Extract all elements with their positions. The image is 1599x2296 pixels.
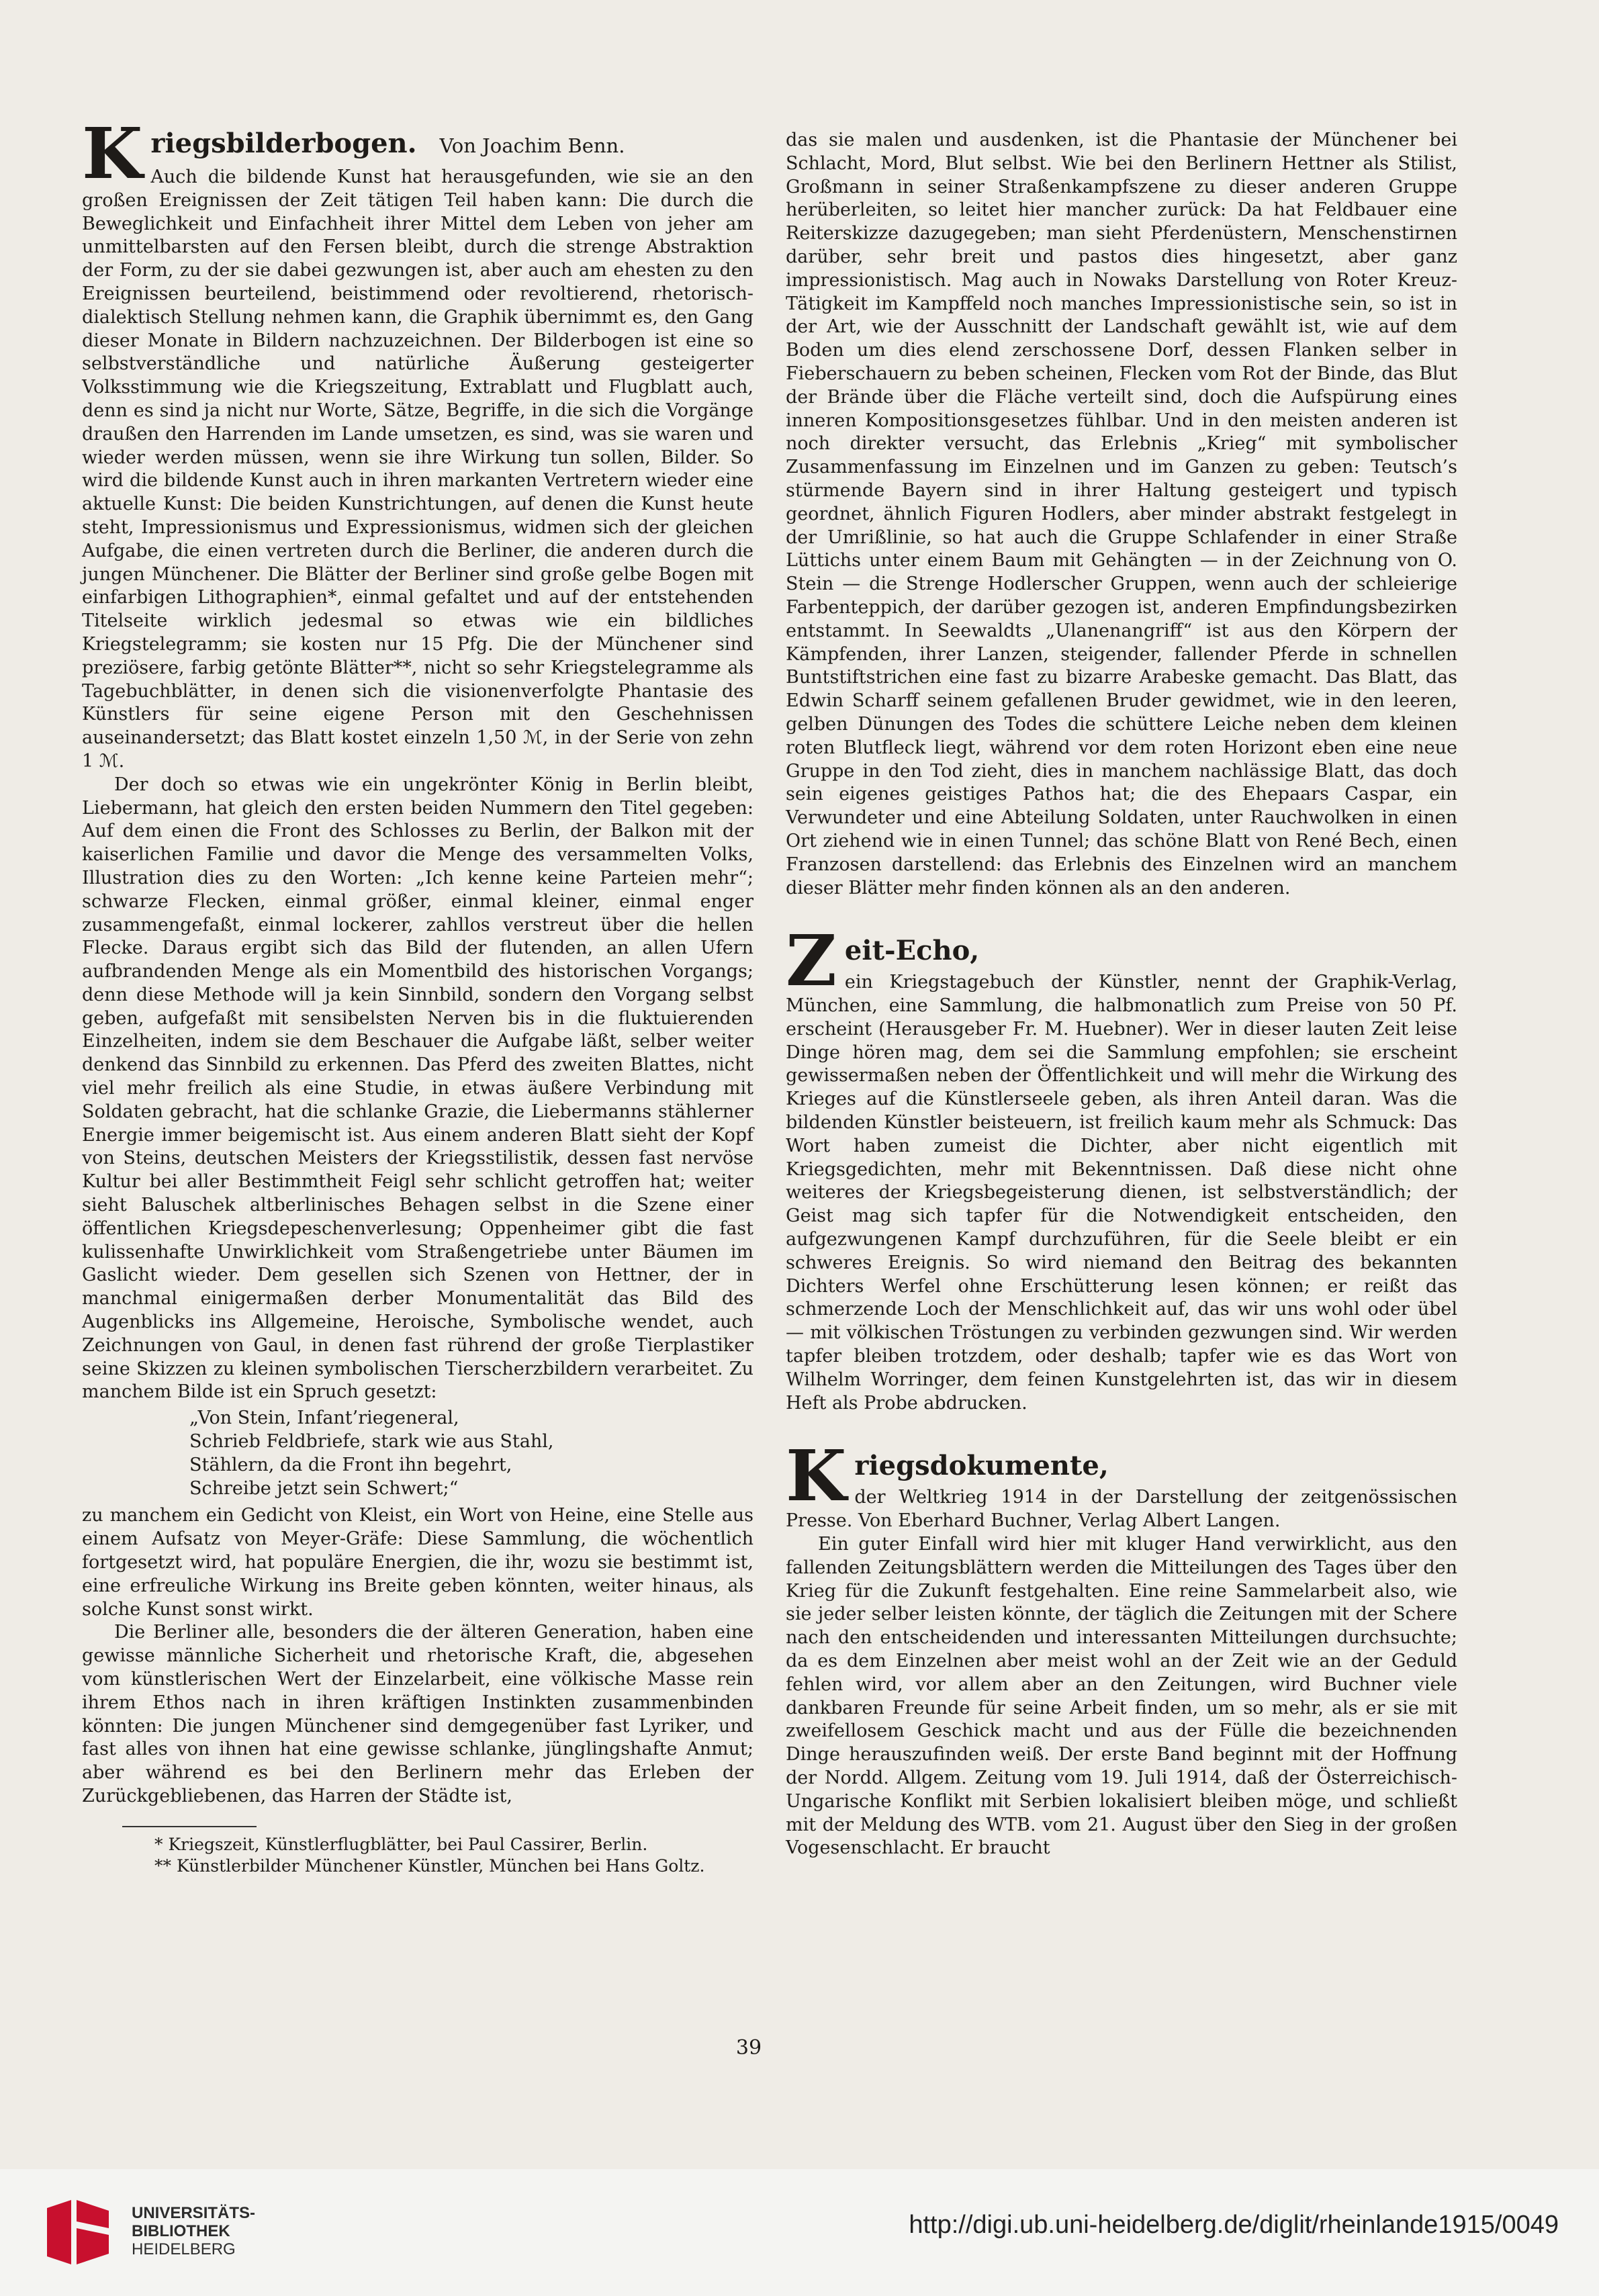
article-paragraph: Auch die bildende Kunst hat herausgefunden, wie sie an den großen Ereignissen der Zeit tätigen Teil haben kann: Die durch die Beweglichkeit und Einfachheit ihrer Mittel dem Leben von jeher am unmittelbarsten auf den Fersen bleibt, durch die strenge Abstraktion der Form, zu der sie dabei gezwungen ist, aber auch am ehesten zu den Ereignissen beurteilend, beistimmend oder revoltierend, rhetorisch-dialektisch Stellung nehmen kann, die Graphik übernimmt es, den Gang dieser Monate in Bildern nachzuzeichnen. Der Bilderbogen ist eine so selbstverständliche und natürliche Äußerung gesteigerter Volksstimmung wie die Kriegszeitung, Extrablatt und Flugblatt auch, denn es sind ja nicht nur Worte, Sätze, Begriffe, in die sich die Vorgänge draußen den Harrenden im Lande umsetzen, es sind, was sie waren und wieder werden müssen, wenn sie ihre Wirkung tun sollen, Bilder. So wird die bildende Kunst auch in ihren markanten Vertretern wieder eine aktuelle Kunst: Die beiden Kunstrichtungen, auf denen die Kunst heute steht, Impressionismus und Expressionismus, widmen sich der gleichen Aufgabe, die einen vertreten durch die Berliner, die anderen durch die jungen Münchener. Die Blätter der Berliner sind große gelbe Bogen mit einfarbigen Lithographien*, einmal gefaltet und auf der entstehenden Titelseite wirklich jedesmal so etwas wie ein bildliches Kriegstelegramm; sie kosten nur 15 Pfg. Die der Münchener sind preziösere, farbig getönte Blätter**, nicht so sehr Kriegstelegramme als Tagebuchblätter, in denen sich die visionenverfolgte Phantasie des Künstlers für seine eigene Person mit den Geschehnissen auseinandersetzt; das Blatt kostet einzeln 1,50 ℳ, in der Serie von zehn 1 ℳ. — [82, 167, 753, 772]
verse-line: „Von Stein, Infant’riegeneral, — [189, 1408, 459, 1429]
permalink-url[interactable]: http://digi.ub.uni-heidelberg.de/diglit/rheinlande1915/0049 — [909, 2211, 1559, 2239]
drop-cap: K — [82, 112, 143, 195]
verse-line: Schreibe jetzt sein Schwert;“ — [189, 1477, 459, 1499]
drop-cap: K — [786, 1434, 847, 1518]
article-zeit-echo — [786, 919, 1457, 1415]
article-paragraph: Der doch so etwas wie ein ungekrönter König in Berlin bleibt, Liebermann, hat gleich den ersten beiden Nummern den Titel gegeben: Auf dem einen die Front des Schlosses zu Berlin, der Balkon mit der kaiserlichen Familie und davor die Menge des versammelten Volks, Illustration dies zu den Worten: „Ich kenne keine Parteien mehr“; schwarze Flecken, einmal größer, einmal kleiner, einmal enger zusammengefaßt, einmal lockerer, zahllos verstreut über die hellen Flecke. Daraus ergibt sich das Bild der flutenden, an allen Ufern aufbrandenden Menge als ein Momentbild des historischen Vorgangs; denn diese Methode will ja kein Sinnbild, sondern den Vorgang selbst geben, aufgefaßt mit sensibelsten Nerven bis in die fluktuierenden Einzelheiten, indem sie dem Beschauer die Aufgabe läßt, selber weiter denkend das Sinnbild zu erkennen. Das Pferd des zweiten Blattes, nicht viel mehr freilich als eine Studie, in etwas äußere Verbindung mit Soldaten gebracht, hat die schlanke Grazie, die Liebermanns stählerner Energie immer beigemischt ist. Aus einem anderen Blatt sieht der Kopf von Steins, deutschen Meisters der Kriegsstilistik, dessen fast nervöse Kultur bei aller Bestimmtheit Feigl sehr schlicht getroffen hat; weiter sieht Baluschek altberlinisches Behagen selbst in die Szene einer öffentlichen Kriegsdepeschenverlesung; Oppenheimer gibt die fast kulissenhafte Unwirklichkeit vom Straßengetriebe unter Bäumen im Gaslicht wieder. Dem gesellen sich Szenen von Hettner, der in manchmal einigermaßen derber Monumentalität das Bild des Augenblicks ins Allgemeine, Heroische, Symbolische wendet, auch Zeichnungen von Gaul, in denen fast rührend der große Tierplastiker seine Skizzen zu kleinen symbolischen Tierscherzbildern verarbeitet. Zu manchem Bilde ist ein Spruch gesetzt: — [82, 774, 753, 1403]
article-paragraph: zu manchem ein Gedicht von Kleist, ein Wort von Heine, eine Stelle aus einem Aufsatz von Meyer-Gräfe: Diese Sammlung, die wöchentlich fortgesetzt wird, hat populäre Energien, die ihr, wozu sie bestimmt ist, eine erfreuliche Wirkung ins Breite geben könnten, weiter hinaus, als solche Kunst sonst wirkt. — [82, 1505, 753, 1620]
article-paragraph: das sie malen und ausdenken, ist die Phantasie der Münchener bei Schlacht, Mord, Blut selbst. Wie bei den Berlinern Hettner als Stilist, Großmann in seiner Straßenkampfszene zu dieser anderen Gruppe herüberleiten, so leitet hier mancher zurück: Da hat Feldbauer eine Reiterskizze dazugegeben; man sieht Pferdenüstern, Menschenstirnen darüber, sehr breit und pastos dies hingesetzt, aber ganz impressionistisch. Mag auch in Nowaks Darstellung von Roter Kreuz-Tätigkeit im Kampffeld noch manches Impressionistische sein, so ist in der Art, wie der Ausschnitt der Landschaft gewählt ist, wie auf dem Boden um dies elend zerschossene Dorf, dessen Flanken selber in Fieberschauern zu beben scheinen, Flecken vom Rot der Binde, das Blut der Brände über die Fläche verteilt sind, doch die Aufspürung eines inneren Kompositionsgesetzes fühlbar. Und in den meisten anderen ist noch direkter versucht, das Erlebnis „Krieg“ mit symbolischer Zusammenfassung im Einzelnen und im Ganzen zu geben: Teutsch’s stürmende Bayern sind in ihrer Haltung gesteigert und typisch geordnet, ähnlich Figuren Hodlers, aber minder abstrakt festgelegt in der Umrißlinie, so hat auch die Gruppe Schlafender in einer Straße Lüttichs unter einem Baum mit Gehängten — in der Zeichnung von O. Stein — die Strenge Hodlerscher Gruppen, wenn auch der schleierige Farbenteppich, der darüber gezogen ist, anderen Empfindungsbezirken entstammt. In Seewaldts „Ulanenangriff“ ist aus den Körpern der Kämpfenden, ihrer Lanzen, steigender, fallender Pferde in schnellen Buntstiftstrichen eine fast zu bizarre Arabeske gemacht. Das Blatt, das Edwin Scharff seinem gefallenen Bruder gewidmet, wie in den leeren, gelben Dünungen des Todes die schüttere Leiche neben dem kleinen roten Blutfleck liegt, während vor dem roten Horizont eben eine neue Gruppe in den Tod zieht, dies in manchem nachlässige Blatt, das doch sein eigenes geistiges Pathos hat; die des Ehepaars Caspar, ein Verwundeter und eine Abteilung Soldaten, unter Rauchwolken in einen Ort ziehend wie in einen Tunnel; das schöne Blatt von René Bech, einen Franzosen darstellend: das Erlebnis des Einzelnen wird an manchem dieser Blätter mehr finden können als an den anderen. — [786, 130, 1457, 899]
digitization-footer — [0, 2169, 1599, 2296]
article-paragraph: Ein guter Einfall wird hier mit kluger Hand verwirklicht, aus den fallenden Zeitungsblättern werden die Mitteilungen des Tages über den Krieg für die Zukunft festgehalten. Eine reine Sammelarbeit also, wie sie jeder selber leisten könnte, der täglich die Zeitungen mit der Schere nach den entscheidenden und interessanten Mitteilungen durchsuchte; da es dem Einzelnen aber meist wohl an der Zeit wie an der Geduld fehlen wird, vor allem aber an den Zeitungen, wird Buchner viele dankbaren Freunde für seine Arbeit finden, um so mehr, als er sie mit zweifellosem Geschick macht und aus der Fülle die bezeichnenden Dinge herauszufinden weiß. Der erste Band beginnt mit der Hoffnung der Nordd. Allgem. Zeitung vom 19. Juli 1914, daß der Österreichisch-Ungarische Konflikt mit Serbien lokalisiert bleiben möge, und schließt mit der Meldung des WTB. vom 21. August über den Sieg in der großen Vogesenschlacht. Er braucht — [786, 1534, 1457, 1859]
article-paragraph: Die Berliner alle, besonders die der älteren Generation, haben eine gewisse männliche Sicherheit und rhetorische Kraft, die, abgesehen vom künstlerischen Wert der Einzelarbeit, eine völkische Masse rein ihrem Ethos nach in ihren kräftigen Instinkten zusammenbinden könnten: Die jungen Münchener sind demgegenüber fast Lyriker, und fast alles von ihnen hat eine gewisse schlanke, jünglingshafte Anmut; aber während es bei den Berlinern mehr das Erleben der Zurückgebliebenen, das Harren der Städte ist, — [82, 1622, 753, 1806]
right-column — [786, 129, 1457, 1860]
article-paragraph: ein Kriegstagebuch der Künstler, nennt der Graphik-Verlag, München, eine Sammlung, die halbmonatlich zum Preise von 50 Pf. erscheint (Herausgeber Fr. M. Huebner). Wer in dieser lauten Zeit leise Dinge hören mag, dem sei die Sammlung empfohlen; sie erscheint gewissermaßen neben der Öffentlichkeit und will mehr die Wirkung des Krieges auf die Künstlerseele geben, als ihren Anteil daran. Was die bildenden Künstler beisteuern, ist freilich kaum mehr als Schmuck: Das Wort haben zumeist die Dichter, aber nicht eigentlich mit Kriegsgedichten, mehr mit Bekenntnissen. Daß diese nicht ohne weiteres der Kriegsbegeisterung dienen, ist selbstverständlich; der Geist mag sich tapfer für die Notwendigkeit entscheiden, den aufgezwungenen Kampf durchzuführen, für die Seele bleibt er ein schweres Ereignis. So wird niemand den Beitrag des bekannten Dichters Werfel ohne Erschütterung lesen können; er reißt das schmerzende Loch der Menschlichkeit auf, das wir uns wohl oder übel — mit völkischen Tröstungen zu verbinden gezwungen sind. Wir werden tapfer bleiben trotzdem, oder deshalb; tapfer wie es das Wort von Wilhelm Worringer, dem feinen Kunstgelehrten ist, das wir in diesem Heft als Probe abdrucken. — [786, 972, 1457, 1414]
library-name-line: UNIVERSITÄTS- — [132, 2204, 256, 2222]
article-kriegsbilderbogen-heading — [82, 112, 753, 195]
footnote: ** Künstlerbilder Münchener Künstler, München bei Hans Goltz. — [154, 1855, 705, 1876]
article-kriegsdokumente — [786, 1434, 1457, 1860]
article-title: riegsdokumente, — [854, 1450, 1109, 1482]
article-heading — [786, 919, 1457, 1003]
page-number: 39 — [735, 2036, 762, 2060]
article-paragraph: der Weltkrieg 1914 in der Darstellung der zeitgenössischen Presse. Von Eberhard Buchner, Verlag Albert Langen. — [786, 1487, 1457, 1532]
footnote-divider — [122, 1826, 257, 1827]
article-byline: Von Joachim Benn. — [439, 134, 625, 157]
verse-line: Stählern, da die Front ihn begehrt, — [189, 1454, 512, 1475]
footnote: * Kriegszeit, Künstlerflugblätter, bei Paul Cassirer, Berlin. — [154, 1834, 648, 1854]
library-name-line: HEIDELBERG — [132, 2240, 236, 2258]
verse-line: Schrieb Feldbriefe, stark wie aus Stahl, — [189, 1431, 554, 1453]
article-title: eit-Echo, — [844, 935, 980, 967]
article-title: riegsbilderbogen. — [150, 128, 417, 159]
library-name-line: BIBLIOTHEK — [132, 2222, 230, 2240]
verse-quote — [82, 1407, 753, 1500]
left-column — [82, 112, 753, 1877]
drop-cap: Z — [786, 919, 837, 1003]
university-library-logo-icon — [42, 2195, 117, 2270]
library-name — [132, 2204, 255, 2258]
